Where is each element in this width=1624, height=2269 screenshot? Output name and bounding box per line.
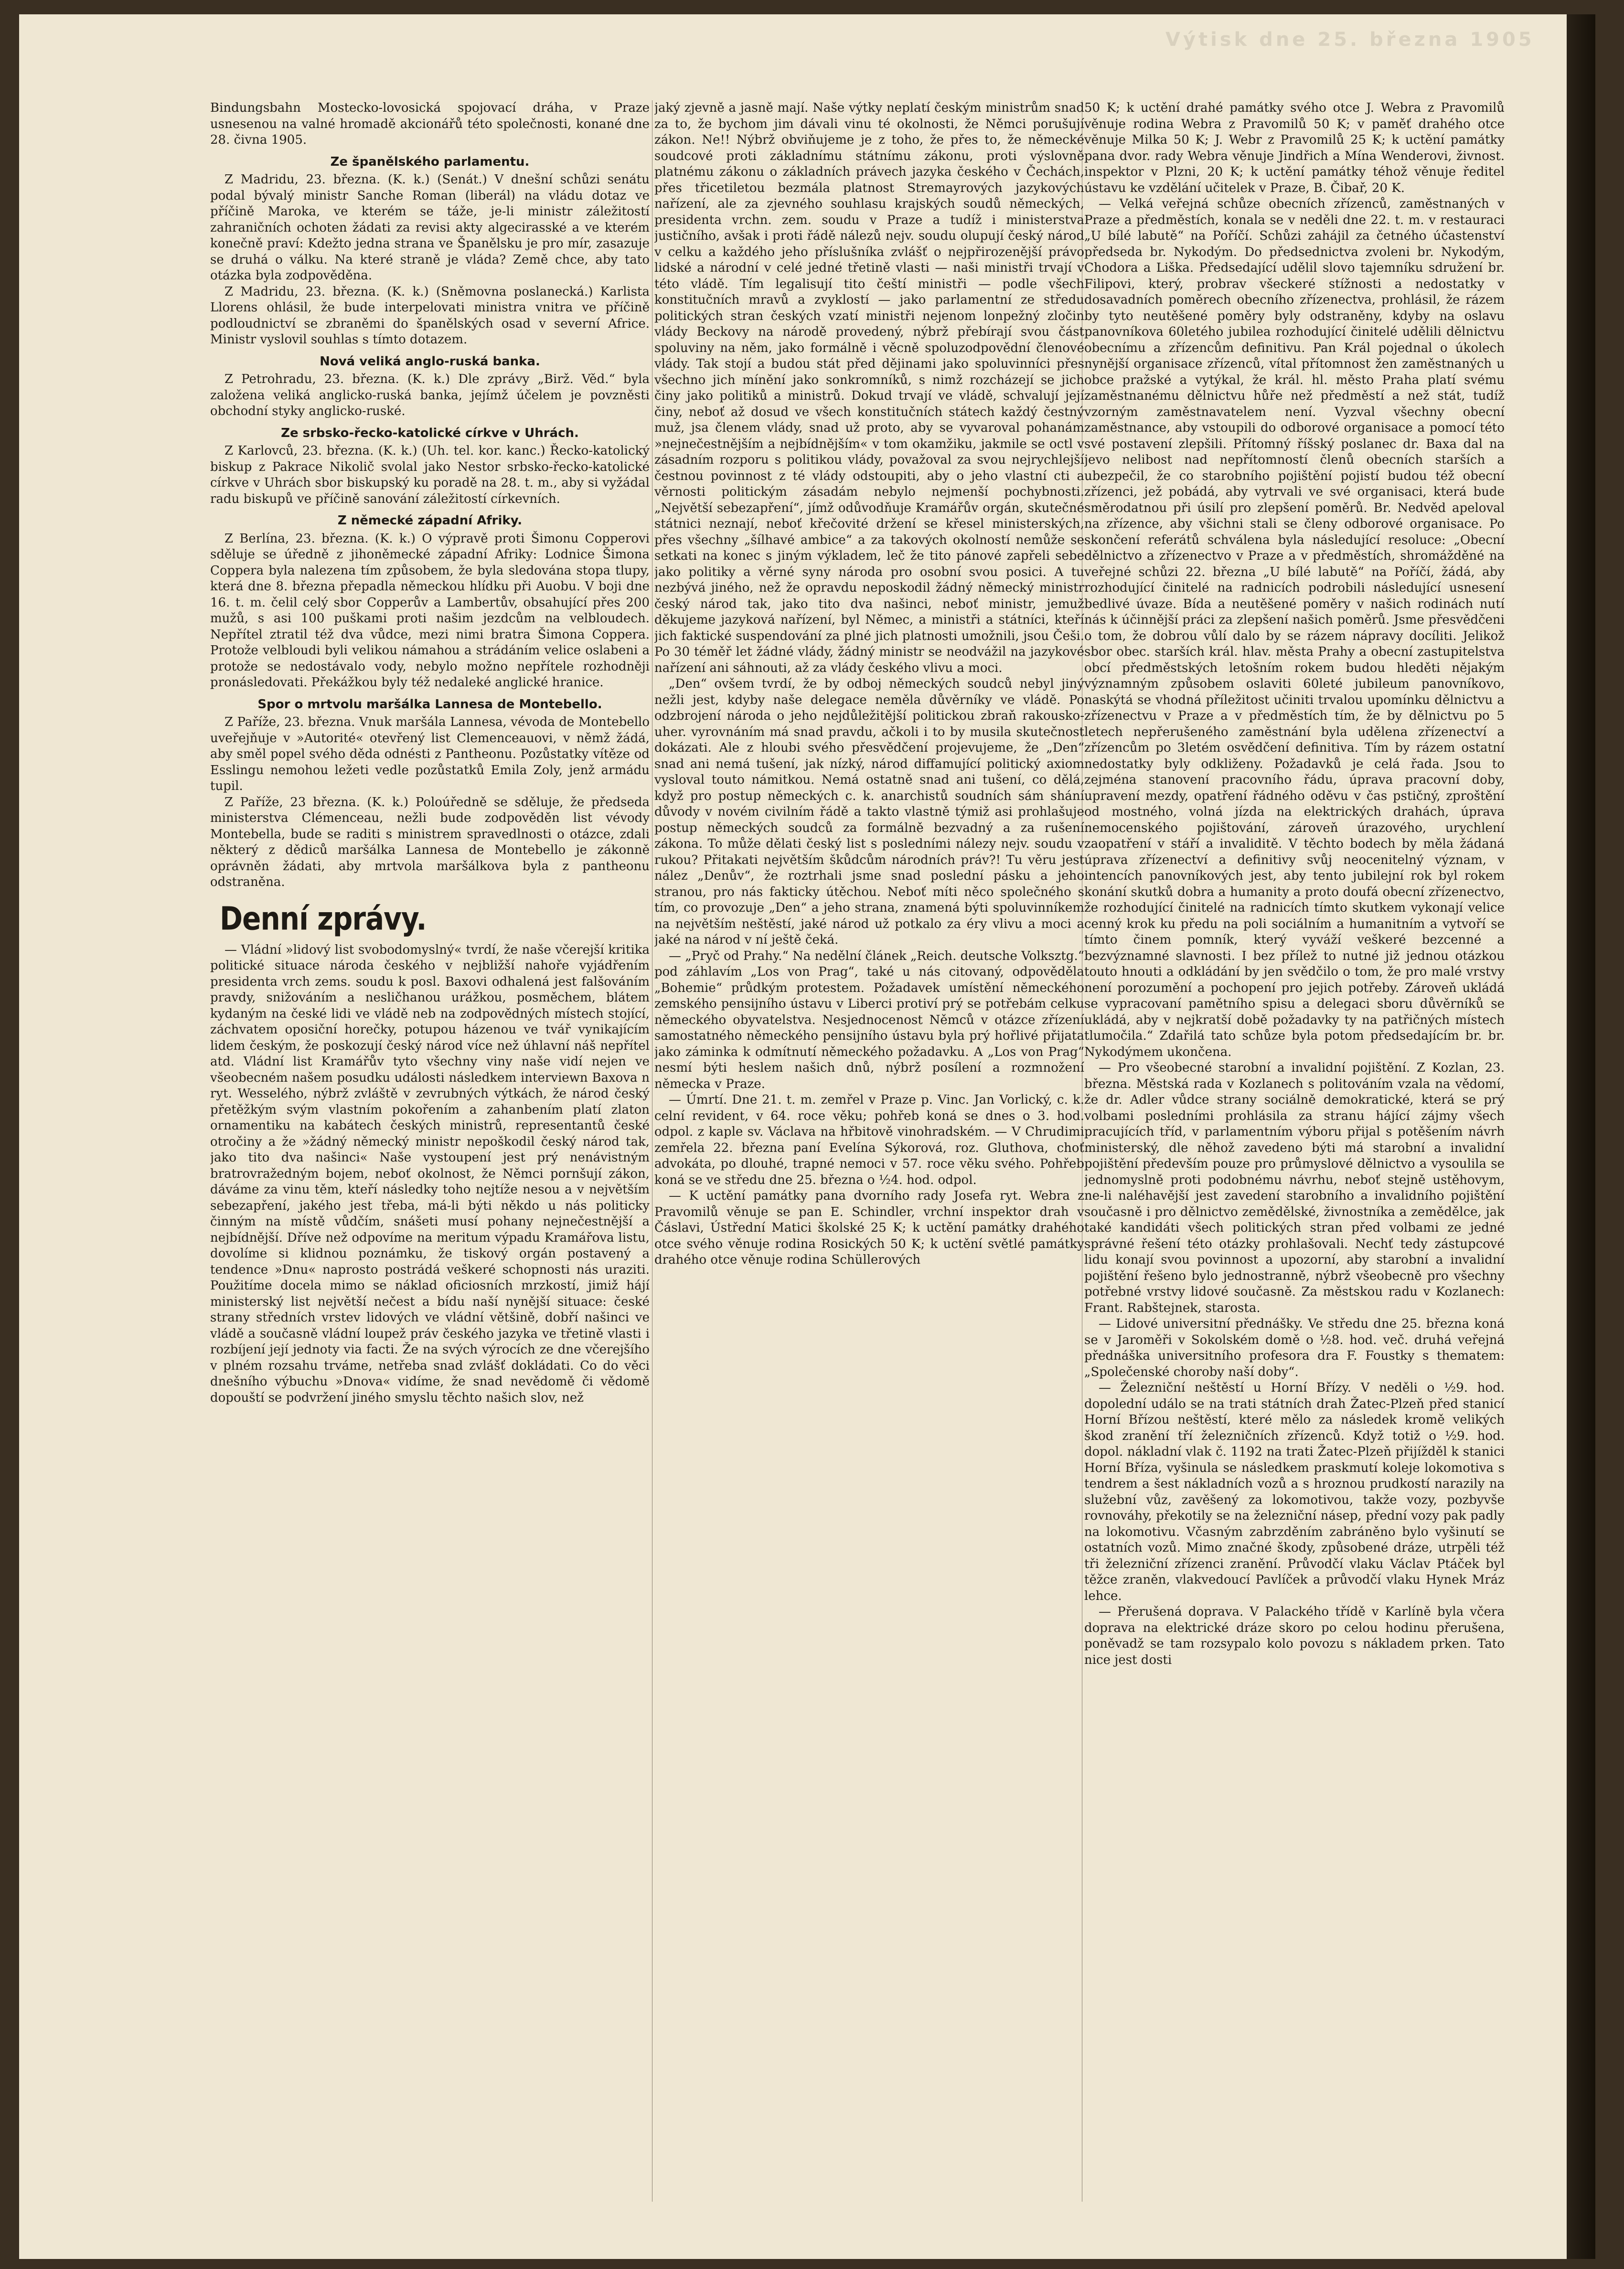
article-text: 50 K; k uctění drahé památky svého otce J. Webra z Pravomilů věnuje rodina Webra z Pravomilů 50 K; v paměť drahého otce věnuje Milka 50 K; J. Webr z Pravomilů 25 K; k uctění památky pana dvor. rady Webra věnuje Jindřich a Mína Wenderovi, živnost. inspektor v Plzni, 20 K; k uctění památky téhož věnuje ředitel ústavu ke vzdělání učitelek v Praze, B. Čibař, 20 K. [1084, 101, 1505, 195]
article-text: — Vládní »lidový list svobodomyslný« tvrdí, že naše včerejší kritika politické situace národa českého v nejbližší nahoře vyjádřením presidenta vrch zems. soudu k posl. Baxovi odhalená jest falšováním pravdy, snižováním a nesličhanou urážkou, posměchem, blátem kydaným na české lidi ve vládě neb na zodpovědných místech stojící, záchvatem oposiční horečky, potupou házenou ve tvář vynikajícím lidem českým, že poskozují český národ více než úhlavní náš nepřítel atd. Vládní list Kramářův tyto všechny viny naše vidí nejen ve všeobecném našem posudku události následkem interviewn Baxova n ryt. Wesselého, nýbrž zvláště v zevrubných výtkách, že národ český přetěžkým svým vlastním pokořením a zahanbením platí zlaton ornamentiku na kabátech českých ministrů, representantů české otročiny a že »žádný německý ministr nepoškodil český národ tak, jako tito dva našinci« Naše vystoupení jest prý nenávistným bratrovražedným bojem, neboť okolnost, že Němci pornšují zákon, dáváme za vinu těm, kteří následky toho nejtíže nesou a v největším sebezapření, jakého jest třeba, má-li býti někdo u nás politicky činným na místě vůdčím, snášeti musí pohany nejnečestnější a nejbídnější. Dříve než odpovíme na meritum výpadu Kramářova listu, dovolíme si klidnou poznámku, že tiskový orgán postavený a tendence »Dnu« naprosto postrádá veškeré schopnosti nás uraziti. Použitíme docela mimo se náklad oficiosních mrzkostí, jimiž hájí ministerský list největší nečest a bídu naší nynější situace: české strany středních vrstev lidových ve vládní většině, dobří našinci ve vládě a současně vládní loupež práv českého jazyka ve třetině vlasti i rozbíjení její jednoty via facti. Že na svých výrocích ze dne včerejšího v plném rozsahu trváme, netřeba snad zvlášť dokládati. Co do věci dnešního výbuchu »Dnova« vidíme, že snad nevědomě či vědomě dopouští se podvržení jiného smyslu těchto našich slov, než [210, 942, 650, 1405]
article-text: Bindungsbahn Mostecko-lovosická spojovací dráha, v Praze usnesenou na valné hromadě akcionářů této společnosti, konané dne 28. čivna 1905. [210, 101, 650, 147]
section-heading: Nová veliká anglo-ruská banka. [320, 354, 540, 369]
article-text: Z Petrohradu, 23. března. (K. k.) Dle zprávy „Birž. Věd.“ byla založena veliká anglicko-ruská banka, jejímž účelem je povzněsti obchodní styky anglicko-ruské. [210, 372, 650, 418]
article-text: — „Pryč od Prahy.“ Na nedělní článek „Reich. deutsche Volksztg.“ pod záhlavím „Los von Prag“, také u nás citovaný, odpověděla „Bohemie“ průdkým protestem. Požadavek umístění německého zemského pensijního ústavu v Liberci protiví prý se potřebám celku německého obyvatelstva. Nesjednocenost Němců v otázce zřízení samostatného německého pensijního ústavu byla prý hořlivé přijata jako záminka k odmítnutí německého požadavku. A „Los von Prag“ nesmí býti heslem našich dnů, nýbrž posílení a rozmnožení německa v Praze. [654, 948, 1084, 1091]
article-text: Z Paříže, 23 března. (K. k.) Poloúředně se sděluje, že předseda ministerstva Clémenceau, nežli bude zodpověděn list vévody Montebella, bude se raditi s ministrem spravedlnosti o otázce, zdali některý z dědiců maršálka Lannesa de Montebello je zákonně oprávněn žádati, aby mrtvola maršálkova byla z pantheonu odstraněna. [210, 795, 650, 889]
article-text: — Lidové universitní přednášky. Ve středu dne 25. března koná se v Jaroměři v Sokolském domě o ½8. hod. več. druhá veřejná přednáška universitního profesora dra F. Foustky s thematem: „Společenské choroby naší doby“. [1084, 1317, 1505, 1379]
bleed-through-text: Výtisk dne 25. března 1905 [1165, 29, 1535, 51]
column-3 [1084, 100, 1505, 2202]
section-heading: Ze španělského parlamentu. [330, 154, 530, 169]
article-text: jaký zjevně a jasně mají. Naše výtky neplatí českým ministrům snad za to, že bychom jim dávali vinu té okolnosti, že Němci porušují zákon. Ne!! Nýbrž obviňujeme je z toho, že přes to, že německé soudcové proti základnímu státnímu zákonu, proti výslovně platnému zákonu o základních právech jazyka českého v Čechách, přes třicetiletou bezmála platnost Stremayrových jazykových nařízení, ale za zjevného souhlasu krajských soudů německých, presidenta vrchn. zem. soudu v Praze a tudíž i ministerstva justičního, avšak i proti řádě nálezů nejv. soudu olupují český národ v celku a každého jeho příslušníka zvlášť o nejpřirozenější právo lidské a národní v celé jedné třetině vlasti — naši ministři trvají v této vládě. Tím legalisují tito čeští ministři — podle všech konstitučních mravů a zvyklostí — jako parlamentní ze středu politických stran českých vzatí ministři nejenom lonpežný zločin vlády Beckovy na národě provedený, nýbrž přebírají svou část spoluviny na něm, jako formálně i věcně spoluzodpovědní členové vlády. Tak stojí a budou stát před dějinami jako spoluvinníci přes všechno jich mínění jako sonkromníků, s nimž rozcházejí se jich činy jako politiků a ministrů. Dokud trvají ve vládě, schvalují její činy, neboť až dosud ve všech konstitučních státech každý čestný muž, jsa členem vlády, snad už proto, aby se vyvaroval pohanám »nejnečestnějším a nejbídnějším« v tom okamžiku, jakmile se octl v zásadním rozporu s politikou vlády, považoval za svou nejrychlejší čestnou povinnost z té vlády odstoupiti, aby o jeho vlastní cti a věrnosti politickým zásadám nebylo nejmenší pochybnosti. „Největší sebezapření“, jímž odůvodňuje Kramářův orgán, skutečné státnici neznají, neboť křečovité držení se křesel ministerských, přes všechny „šílhavé ambice“ a za takových okolností nemůže se setkati na konec s jiným výkladem, leč že tito pánové zapřeli sebe jako politiky a věrné syny národa pro osobní svou posici. A tu nezbývá jiného, než že opravdu neposkodil žádný německý ministr český národ tak, jako tito dva našinci, neboť ministr, jemuž děkujeme jazyková nařízení, byl Němec, a ministři a státníci, kteří jich faktické suspendování za plné jich platnosti umožnili, jsou Češi. Po 30 téměř let žádné vlády, žádný ministr se neodvážil na jazykové nařízení ani sáhnouti, až za vlády českého vlivu a moci. [654, 101, 1084, 675]
article-text: — Přerušená doprava. V Palackého třídě v Karlíně byla včera doprava na elektrické dráze skoro po celou hodinu přerušena, poněvadž se tam rozsypalo kolo povozu s nákladem prken. Tato nice jest dosti [1084, 1605, 1505, 1667]
section-heading: Spor o mrtvolu maršálka Lannesa de Montebello. [257, 697, 602, 712]
article-text: — Úmrtí. Dne 21. t. m. zemřel v Praze p. Vinc. Jan Vorlický, c. k. celní revident, v 64. roce věku; pohřeb koná se dnes o 3. hod. odpol. z kaple sv. Václava na hřbitově vinohradském. — V Chrudimi zemřela 22. března paní Evelína Sýkorová, roz. Gluthova, choť advokáta, po dlouhé, trapné nemoci v 57. roce věku svého. Pohřeb koná se ve středu dne 25. března o ½4. hod. odpol. [654, 1093, 1084, 1187]
article-text: Z Madridu, 23. března. (K. k.) (Senát.) V dnešní schůzi senátu podal bývalý ministr Sanche Roman (liberál) na vládu dotaz ve příčině Maroka, ve kterém se táže, je-li ministr záležitostí zahraničních ochoten žádati za revisi akty algecirasské a ve kterém konečně praví: Kdežto jedna strana ve Španělsku je pro mír, zasazuje se druhá o válku. Na které straně je vláda? Země chce, aby tato otázka byla zodpověděna. [210, 172, 650, 283]
article-text: — K uctění památky pana dvorního rady Josefa ryt. Webra z Pravomilů věnuje se pan E. Schindler, vrchní inspektor drah v Čáslavi, Ústřední Matici školské 25 K; k uctění památky drahého otce svého věnuje rodina Rosických 50 K; k uctění světlé památky drahého otce věnuje rodina Schüllerových [654, 1189, 1084, 1267]
section-title: Denní zprávy. [220, 899, 427, 937]
article-text: Z Paříže, 23. března. Vnuk maršála Lannesa, vévoda de Montebello uveřejňuje v »Autorité« otevřený list Clemenceauovi, v němž žádá, aby směl popel svého děda odnésti z Pantheonu. Pozůstatky vítěze od Esslingu nemohou ležeti vedle pozůstatků Emila Zoly, jenž armádu tupil. [210, 715, 650, 793]
article-text: — Pro všeobecné starobní a invalidní pojištění. Z Kozlan, 23. března. Městská rada v Kozlanech s politováním vzala na vědomí, že dr. Adler vůdce strany sociálně demokratické, která se prý volbami posledními prohlásila za stranu hájící zájmy všech pracujících tříd, v parlamentním výboru přijal s potěšením návrh ministerský, dle něhož zavedeno býti má starobní a invalidní pojištění především pouze pro průmyslové dělnictvo a vysoulila se jednomyslně proti podobnému návrhu, neboť stejně ustěhovym, ne-li naléhavější jest zavedení starobního a invalidního pojištění současně i pro dělnictvo zemědělské, živnostníka a zemědělce, jak také kandidáti všech politických stran před volbami ze jedné správné řešení této otázky prohlašovali. Nechť tedy zástupcové lidu konají svou povinnost a upozorní, aby starobní a invalidní pojištění řešeno bylo jednostranně, nýbrž všeobecně pro všechny potřebné vrstvy lidové současně. Za městskou radu v Kozlanech: Frant. Rabštejnek, starosta. [1084, 1061, 1505, 1315]
binding-edge [1567, 14, 1595, 2259]
column-1 [210, 100, 650, 2202]
article-text: Z Madridu, 23. března. (K. k.) (Sněmovna poslanecká.) Karlista Llorens ohlásil, že bude interpelovati ministra vnitra ve příčině podloudnictví se zbraněmi do španělských osad v severní Africe. Ministr vyslovil souhlas s tímto dotazem. [210, 284, 650, 347]
newspaper-page [19, 14, 1595, 2259]
article-text: „Den“ ovšem tvrdí, že by odboj německých soudců nebyl jiný nežli jest, kdyby naše delegace nemělа důvěrníky ve vládě. Po odzbrojení národa o jeho nejdůležitější politickou zbraň rakousko-uher. vyrovnáním má snad pravdu, ačkoli i to by musila skutečnost dokázati. Ale z hloubi svého přesvědčení projevujeme, že „Den“ snad ani nemá tušení, jak nízký, národ diffamující politický axiom vysloval touto námitkou. Nemá ostatně snad ani tušení, co dělá, když pro postup německých c. k. anarchistů soudních sám shání důvody v novém civilním řádě a takto vlastně týmiž asi prohlašuje postup německých soudců za formálně bezvadný a za rušení zákona. To může dělati český list s posledními nálezy nejv. soudu v rukou? Přitakati největším škůdcům národních práv?! Tu věru jest nález „Denův“, že roztrhali jsme snad poslední pásku a jeho stranou, pro nás fakticky útěchou. Neboť míti něco společného s tím, co provozuje „Den“ a jeho strana, znamená býti spoluvinníkem na největším neštěstí, jaké národ už potkalo za éry vlivu a moci a jaké na národ v ní ještě čeká. [654, 677, 1084, 947]
article-text: Z Berlína, 23. března. (K. k.) O výpravě proti Šimonu Copperovi sděluje se úředně z jihoněmecké západní Afriky: Lodnice Šimona Coppera byla nalezena tím způsobem, že byla sledována stopa tlupy, která dne 8. března přepadla německou hlídku při Auobu. V boji dne 16. t. m. čelil celý sbor Copperův a Lambertův, obsahující přes 200 mužů, s asi 100 puškami proti našim jezdcům na velbloudech. Nepřítel ztratil též dva vůdce, mezi nimi bratra Šimona Coppera. Protože velbloudi byli velikou námahou a strádáním velice oslabeni a protože se nedostávalo vody, nebylo možno nepřítele rozhodněji pronásledovati. Překážkou byly též nedaleké anglické hranice. [210, 531, 650, 690]
column-2 [654, 100, 1084, 2202]
article-text: Z Karlovců, 23. března. (K. k.) (Uh. tel. kor. kanc.) Řecko-katolický biskup z Pakrace Nikolič svolal jako Nestor srbsko-řecko-katolické církve v Uhrách sbor biskupský ku poradě na 28. t. m., aby si vyžádal radu biskupů ve příčině sanování záležitostí církevních. [210, 444, 650, 506]
article-text: — Železniční neštěstí u Horní Břízy. V neděli o ½9. hod. dopolední událo se na trati státních drah Žatec-Plzeň před stanicí Horní Břízou neštěstí, které mělo za následek kromě velikých škod zranění tří železničních zřízenců. Když totiž o ½9. hod. dopol. nákladní vlak č. 1192 na trati Žatec-Plzeň přijížděl k stanici Horní Bříza, vyšinula se následkem praskmutí koleje lokomotiva s tendrem a šest nákladních vozů a s hroznou prudkostí narazily na služební vůz, zavěšený za lokomotivou, takže vozy, pozbyvše rovnováhy, překotily se na železniční násep, přední vozy pak padly na lokomotivu. Včasným zabrzděním zabráněno bylo vyšinutí se ostatních vozů. Mimo značné škody, způsobené dráze, utrpěli též tři železniční zřízenci zranění. Průvodčí vlaku Václav Ptáček byl těžce zraněn, vlakvedoucí Pavlíček a průvodčí vlaku Hynek Mráz lehce. [1084, 1381, 1505, 1603]
section-heading: Z německé západní Afriky. [337, 513, 523, 528]
section-heading: Ze srbsko-řecko-katolické církve v Uhrách. [281, 426, 579, 440]
article-text: — Velká veřejná schůze obecních zřízenců, zaměstnaných v Praze a předměstích, konala se v neděli dne 22. t. m. v restauraci „U bílé labutě“ na Poříčí. Schůzi zahájil za četného účastenství předseda br. Nykodým. Do předsednictva zvoleni br. Nykodým, Chodora a Liška. Předsedající udělil slovo tajemníku sdružení br. Filipovi, který, probrav všeckeré stížnosti a nedostatky v dosavadních poměrech obecního zřízenectva, prohlásil, že rázem by tyto neutěšené poměry byly odstraněny, kdyby na oslavu panovníkova 60letého jubilea rozhodující činitelé udělili dělnictvu obecnímu a zřízencům definitivu. Pan Král pojednal o úkolech nynější organisace zřízenců, vítal přítomnost žen zaměstnaných u obce pražské a vytýkal, že král. hl. město Praha platí svému zaměstnanému dělnictvu hůře než předměstí a než stát, tudíž vzorným zaměstnavatelem není. Vyzval všechny obecní zaměstnance, aby vstoupili do odborové organisace a pomocí této své postavení zlepšili. Přítomný říšský poslanec dr. Baxa dal na jevo nelibost nad nepřítomností členů obecních starších a ubezpečil, že co starobního pojištění pojistí budou též obecní zřízenci, jež pobádá, aby vytrvali ve své organisaci, která bude směrodatnou při úsilí pro zlepšení poměrů. Br. Nedvěd apeloval na zřízence, aby všichni stali se členy odborové organisace. Po skončení referátů schválena byla následující resoluce: „Obecní dělnictvo a zřízenectvo v Praze a v předměstích, shromážděné na veřejné schůzi 22. března „U bílé labutě“ na Poříčí, žádá, aby rozhodující činitelé na radnicích podrobili následující usnesení bedlivé úvaze. Bída a neutěšené poměry v našich rodinách nutí nás k účinnější práci za zlepšení našich poměrů. Jsme přesvědčeni o tom, že dobrou vůlí dalo by se rázem nápravy docíliti. Jelikož sbor obec. starších král. hlav. města Prahy a obecní zastupitelstva obcí předměstských letošním rokem budou hleděti nějakým významným způsobem oslaviti 60leté jubileum panovníkovo, naskýtá se vhodná příležitost učiniti trvalou upomínku dělnictvu a zřízenectvu v Praze a v předměstích tím, že by dělnictvu po 5 letech nepřerušeného zaměstnání byla udělena zřízenectví a zřízencům po 3letém osvědčení definitiva. Tím by rázem ostatní nedostatky byly odkliženy. Požadavků je celá řada. Jsou to zejména stanovení pracovního řádu, úprava pracovní doby, upravení mezdy, opatření řádného oděvu v čas pstičný, zproštění od mostného, volná jízda na elektrických drahách, úprava nemocenského pojištování, zároveň úrazového, urychlení zaopatření v stáří a invaliditě. V těchto bodech by měla žádaná úprava zřízenectví a definitivy svůj neocenitelný význam, v intencích panovníkových jest, aby tento jubilejní rok byl rokem konání skutků dobra a humanity a proto doufá obecní zřízenectvo, že rozhodující činitelé na radnicích tímto skutkem vykonají velice cenný krok ku předu na poli sociálním a humanitním a vytvoří se tímto činem pomník, který vyváží veškeré bezcenné a bezvýznamné slavnosti. I bez přílež to nutné již jednou otázkou touto hnouti a odkládání by jen svědčilo o tom, že pro malé vrstvy není porozumění a pochopení pro jejich potřeby. Zároveň ukládá se vypracovaní pamětního spisu a delegaci sboru důvěrníků se ukládá, aby v nejkratší době požadavky ty na patřičných místech tlumočila.“ Zdařilá tato schůze byla potom předsedajícím br. br. Nykodýmem ukončena. [1084, 197, 1505, 1059]
